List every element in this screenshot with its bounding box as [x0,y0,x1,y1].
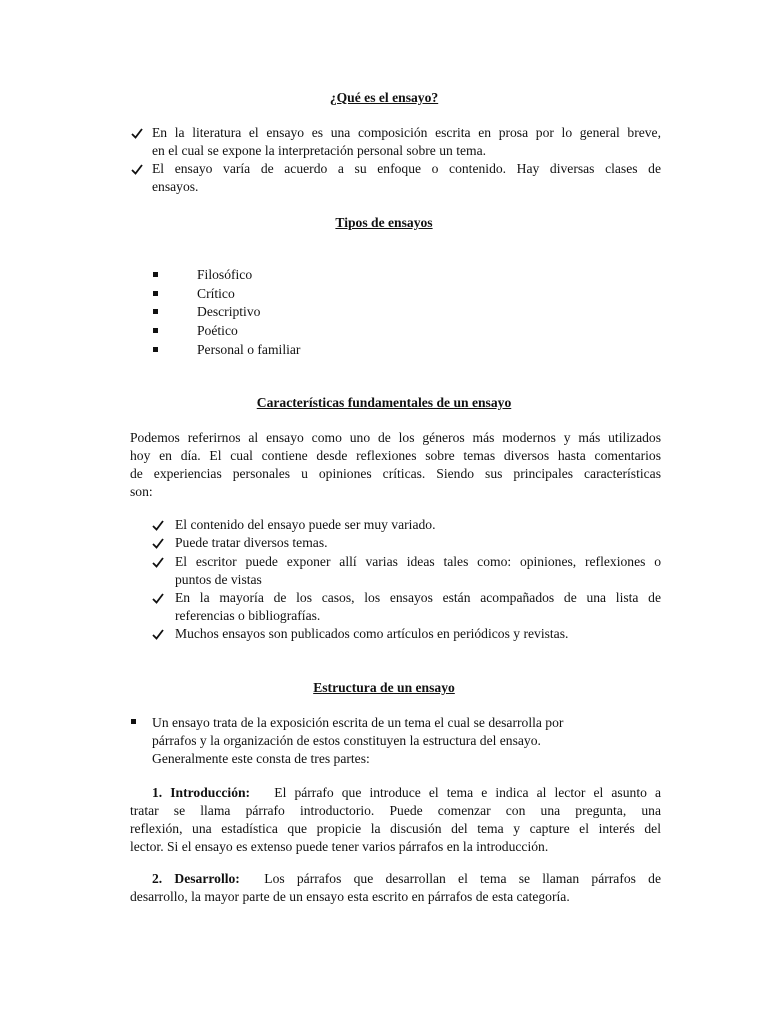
text-line: El ensayo varía de acuerdo a su enfoque o contenido. Hay diversas clases de [152,161,661,176]
text-line [130,870,661,888]
text-line: Podemos referirnos al ensayo como uno de los géneros más modernos y más utilizados [130,430,661,445]
text-line: reflexión, una estadística que propicie la discusión del tema y capture el interés del [130,821,661,836]
text-line: lector. Si el ensayo es extenso puede tener varios párrafos en la introducción. [130,839,549,854]
text-line: Un ensayo trata de la exposición escrita de un tema el cual se desarrolla por [152,715,564,730]
text-line [130,784,661,802]
what-is-item-1 [152,124,661,160]
square-bullet-icon [153,272,158,277]
text-line: son: [130,484,153,499]
type-item: Personal o familiar [197,342,301,357]
characteristic-item: El contenido del ensayo puede ser muy variado. [175,517,436,532]
characteristic-item [175,553,661,589]
checkmark-icon [152,534,166,552]
text-line: de experiencias personales u opiniones críticas. Siendo sus principales características [130,466,661,481]
text-line: En la literatura el ensayo es una composición escrita en prosa por lo general breve, [152,125,661,140]
text-line: hoy en día. El cual contiene desde reflexiones sobre temas diversos hasta comentarios [130,448,661,463]
introduction-text: El párrafo que introduce el tema e indica al lector el asunto a [274,785,661,800]
type-item: Descriptivo [197,304,261,319]
introduction-label: 1. Introducción: [152,785,251,800]
checkmark-icon [152,625,166,643]
square-bullet-icon [131,719,136,724]
checkmark-icon [152,553,166,571]
characteristic-item [175,589,661,625]
text-line: El escritor puede exponer allí varias ideas tales como: opiniones, reflexiones o [175,554,661,569]
heading-essay-structure: Estructura de un ensayo [313,680,455,695]
text-line: desarrollo, la mayor parte de un ensayo esta escrito en párrafos de esta categoría. [130,889,570,904]
square-bullet-icon [153,328,158,333]
characteristics-intro-paragraph [130,429,661,501]
text-line: En la mayoría de los casos, los ensayos están acompañados de una lista de [175,590,661,605]
text-line: puntos de vistas [175,572,262,587]
type-item: Filosófico [197,267,253,282]
text-line: referencias o bibliografías. [175,608,321,623]
heading-essay-types: Tipos de ensayos [335,215,433,230]
square-bullet-icon [153,291,158,296]
text-line: ensayos. [152,179,199,194]
structure-bullet-paragraph [152,714,622,768]
checkmark-icon [152,516,166,534]
square-bullet-icon [153,309,158,314]
characteristic-item: Puede tratar diversos temas. [175,535,328,550]
checkmark-icon [131,160,145,178]
text-line: tratar se llama párrafo introductorio. Puede comenzar con una pregunta, una [130,803,661,818]
development-label: 2. Desarrollo: [152,871,240,886]
heading-what-is-essay: ¿Qué es el ensayo? [329,90,439,105]
development-text: Los párrafos que desarrollan el tema se llaman párrafos de [264,871,661,886]
introduction-paragraph [130,784,661,856]
what-is-item-2 [152,160,661,196]
development-paragraph [130,870,661,906]
type-item: Crítico [197,286,235,301]
square-bullet-icon [153,347,158,352]
checkmark-icon [152,589,166,607]
heading-characteristics: Características fundamentales de un ensayo [256,395,512,410]
text-line: en el cual se expone la interpretación personal sobre un tema. [152,143,487,158]
checkmark-icon [131,124,145,142]
text-line: Generalmente este consta de tres partes: [152,751,370,766]
type-item: Poético [197,323,238,338]
text-line: párrafos y la organización de estos constituyen la estructura del ensayo. [152,733,541,748]
characteristic-item: Muchos ensayos son publicados como artículos en periódicos y revistas. [175,626,569,641]
